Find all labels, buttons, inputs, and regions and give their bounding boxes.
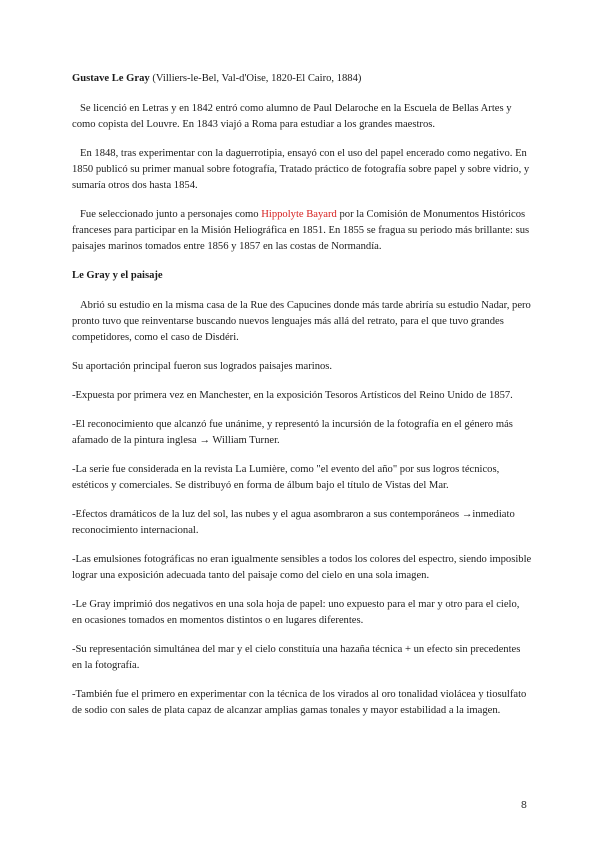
list-item: -Su representación simultánea del mar y el cielo constituía una hazaña técnica + un efecto sin precedentes en la fotografía. xyxy=(72,644,521,671)
paragraph-5: Su aportación principal fueron sus logrados paisajes marinos. xyxy=(72,361,333,372)
paragraph-3-start: Fue seleccionado junto a personajes como xyxy=(80,209,262,220)
list-item: -Las emulsiones fotográficas no eran igualmente sensibles a todos los colores del espectro, siendo imposible lograr una exposición adecuada tanto del paisaje como del cielo en una sola imagen. xyxy=(72,554,532,581)
paragraph-3 xyxy=(72,207,532,255)
section-heading: Le Gray y el paisaje xyxy=(72,270,163,281)
hippolyte-bayard-link[interactable]: Hippolyte Bayard xyxy=(261,209,337,220)
document-title-name: Gustave Le Gray xyxy=(72,73,150,84)
list-item: -La serie fue considerada en la revista La Lumière, como "el evento del año" por sus logros técnicos, estéticos y comerciales. Se distribuyó en forma de álbum bajo el título de Vistas del Mar. xyxy=(72,464,500,491)
paragraph-3-end: por la Comisión de Monumentos Históricos franceses para participar en la Misión Heliográfica en 1851. En 1855 se fragua su periodo más brillante: sus paisajes marinos tomados entre 1856 y 1857 en las costas de Normandía. xyxy=(72,209,530,252)
list-item: -También fue el primero en experimentar con la técnica de los virados al oro tonalidad violácea y tiosulfato de sodio con sales de plata capaz de alcanzar amplias gamas tonales y mayor estabilidad a la imagen. xyxy=(72,689,527,716)
document-title-details: (Villiers-le-Bel, Val-d'Oise, 1820-El Cairo, 1884) xyxy=(149,73,362,84)
paragraph-1: Se licenció en Letras y en 1842 entró como alumno de Paul Delaroche en la Escuela de Bellas Artes y como copista del Louvre. En 1843 viajó a Roma para estudiar a los grandes maestros. xyxy=(72,103,512,130)
list-item: -Le Gray imprimió dos negativos en una sola hoja de papel: uno expuesto para el mar y otro para el cielo, en ocasiones tomados en momentos distintos o en lugares diferentes. xyxy=(72,599,520,626)
paragraph-2: En 1848, tras experimentar con la daguerrotipia, ensayó con el uso del papel encerado como negativo. En 1850 publicó su primer manual sobre fotografía, Tratado práctico de fotografía sobre papel y sobre vidrio, y sumaría otros dos hasta 1854. xyxy=(72,148,530,191)
page-number: 8 xyxy=(521,799,527,811)
list-item: -El reconocimiento que alcanzó fue unánime, y representó la incursión de la fotografía en el género más afamado de la pintura inglesa → William Turner. xyxy=(72,419,513,446)
list-item: -Efectos dramáticos de la luz del sol, las nubes y el agua asombraron a sus contemporáneos →inmediato reconocimiento internacional. xyxy=(72,509,515,536)
document-body xyxy=(72,71,532,719)
list-item: -Expuesta por primera vez en Manchester, en la exposición Tesoros Artísticos del Reino Unido de 1857. xyxy=(72,390,513,401)
document-title-line xyxy=(72,71,532,87)
paragraph-4: Abrió su estudio en la misma casa de la Rue des Capucines donde más tarde abriría su estudio Nadar, pero pronto tuvo que reinventarse buscando nuevos lenguajes más allá del retrato, para el que tuvo grandes competidores, como el caso de Disdéri. xyxy=(72,300,531,343)
